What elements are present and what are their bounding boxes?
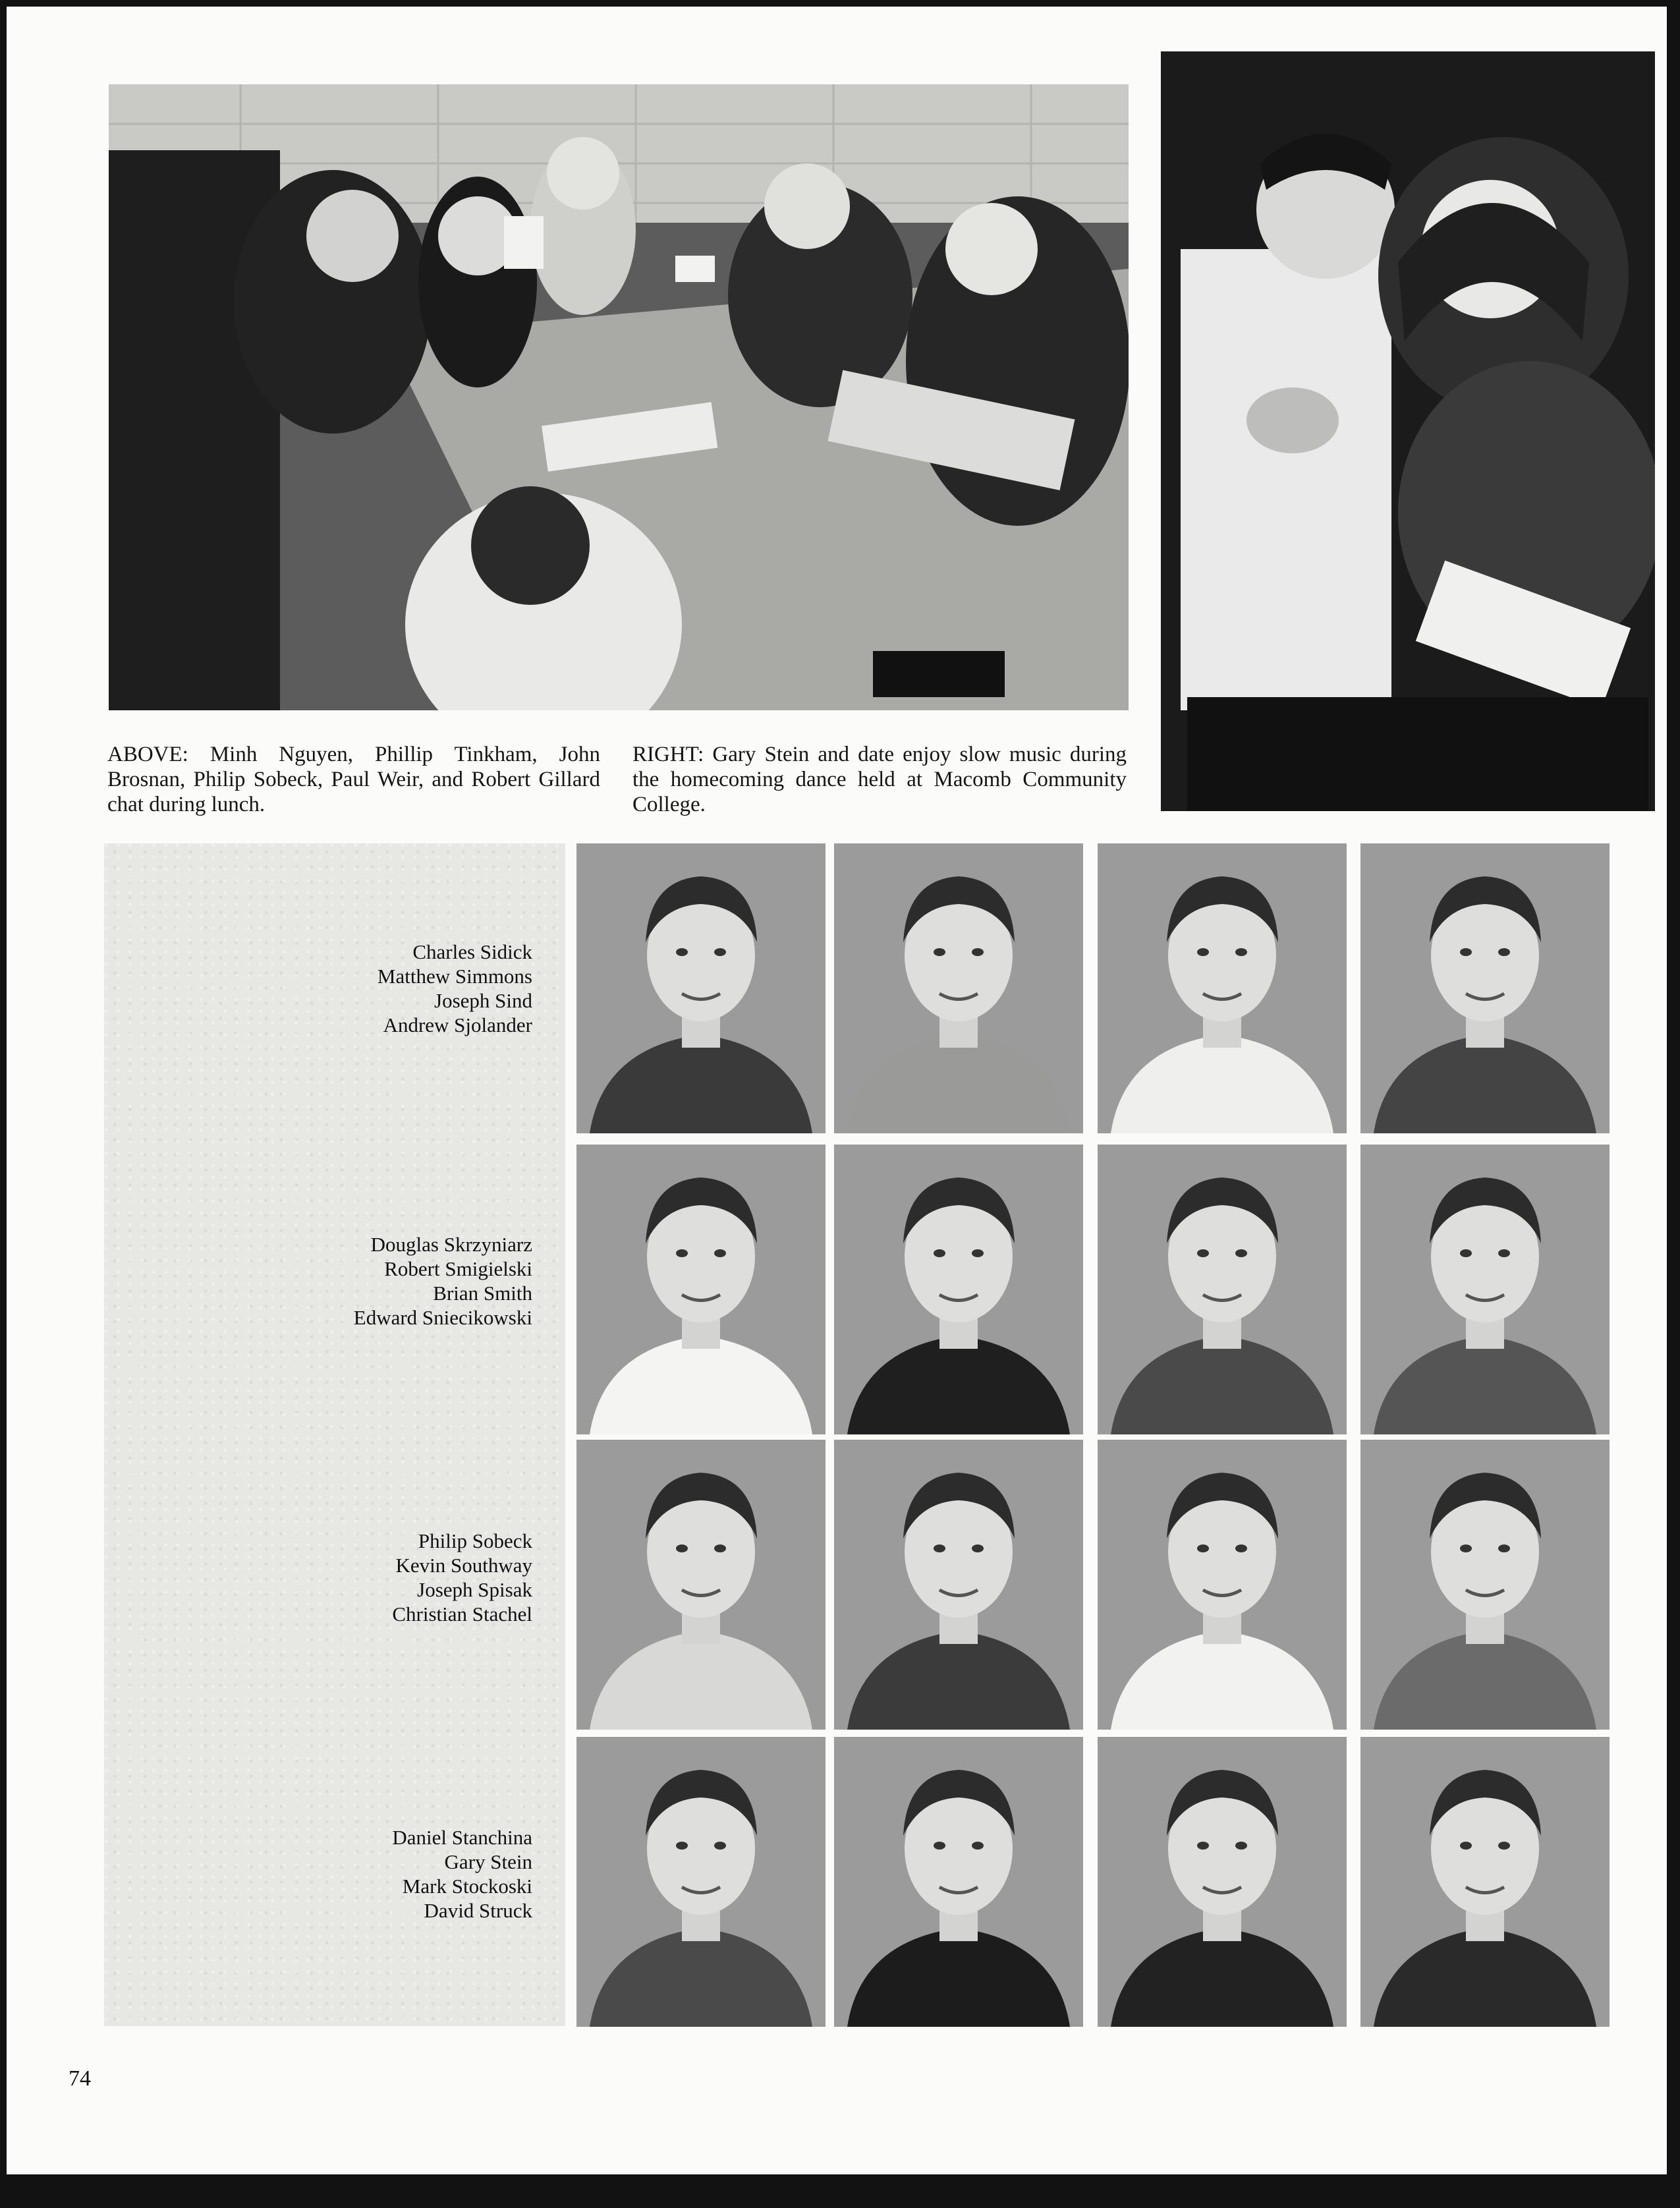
name-group-row-1 xyxy=(378,940,532,1037)
student-portrait xyxy=(1098,1737,1347,2027)
names-panel xyxy=(104,843,565,2026)
student-portrait xyxy=(576,1440,826,1730)
student-portrait xyxy=(834,843,1083,1133)
name-group-row-4 xyxy=(392,1825,532,1923)
student-name: Joseph Sind xyxy=(434,989,532,1012)
student-portrait xyxy=(1360,843,1610,1133)
student-portrait xyxy=(576,843,826,1133)
student-name: Edward Sniecikowski xyxy=(353,1306,532,1329)
student-portrait xyxy=(834,1440,1083,1730)
student-portrait xyxy=(1098,843,1347,1133)
student-portrait xyxy=(576,1737,826,2027)
student-name: Robert Smigielski xyxy=(384,1257,532,1280)
page-number: 74 xyxy=(69,2066,91,2091)
student-name: Mark Stockoski xyxy=(402,1875,532,1898)
student-name: Charles Sidick xyxy=(412,940,532,963)
student-portrait xyxy=(1360,1737,1610,2027)
student-name: Brian Smith xyxy=(433,1282,532,1305)
student-portrait xyxy=(1098,1145,1347,1434)
name-group-row-3 xyxy=(392,1529,532,1626)
student-name: Gary Stein xyxy=(444,1850,532,1873)
student-name: Joseph Spisak xyxy=(417,1578,532,1601)
name-group-row-2 xyxy=(354,1232,532,1330)
right-photo-caption: RIGHT: Gary Stein and date enjoy slow music during the homecoming dance held at Macomb Community College. xyxy=(632,743,1127,816)
student-name: Matthew Simmons xyxy=(377,965,532,988)
above-photo-caption: ABOVE: Minh Nguyen, Phillip Tinkham, John Brosnan, Philip Sobeck, Paul Weir, and Robert Gillard chat during lunch. xyxy=(107,743,600,816)
student-name: David Struck xyxy=(424,1899,532,1922)
student-name: Philip Sobeck xyxy=(418,1529,532,1552)
homecoming-dance-photo xyxy=(1161,51,1655,811)
student-portrait xyxy=(1098,1440,1347,1730)
student-portrait xyxy=(576,1145,826,1434)
student-name: Kevin Southway xyxy=(395,1554,532,1577)
student-portrait xyxy=(834,1737,1083,2027)
student-name: Christian Stachel xyxy=(392,1602,532,1626)
student-portrait xyxy=(1360,1145,1610,1434)
student-name: Douglas Skrzyniarz xyxy=(370,1233,532,1256)
lunch-table-photo xyxy=(109,84,1129,710)
student-portrait xyxy=(834,1145,1083,1434)
scan-border xyxy=(0,2174,1680,2208)
student-name: Daniel Stanchina xyxy=(392,1826,532,1849)
student-portrait xyxy=(1360,1440,1610,1730)
student-name: Andrew Sjolander xyxy=(383,1013,532,1036)
